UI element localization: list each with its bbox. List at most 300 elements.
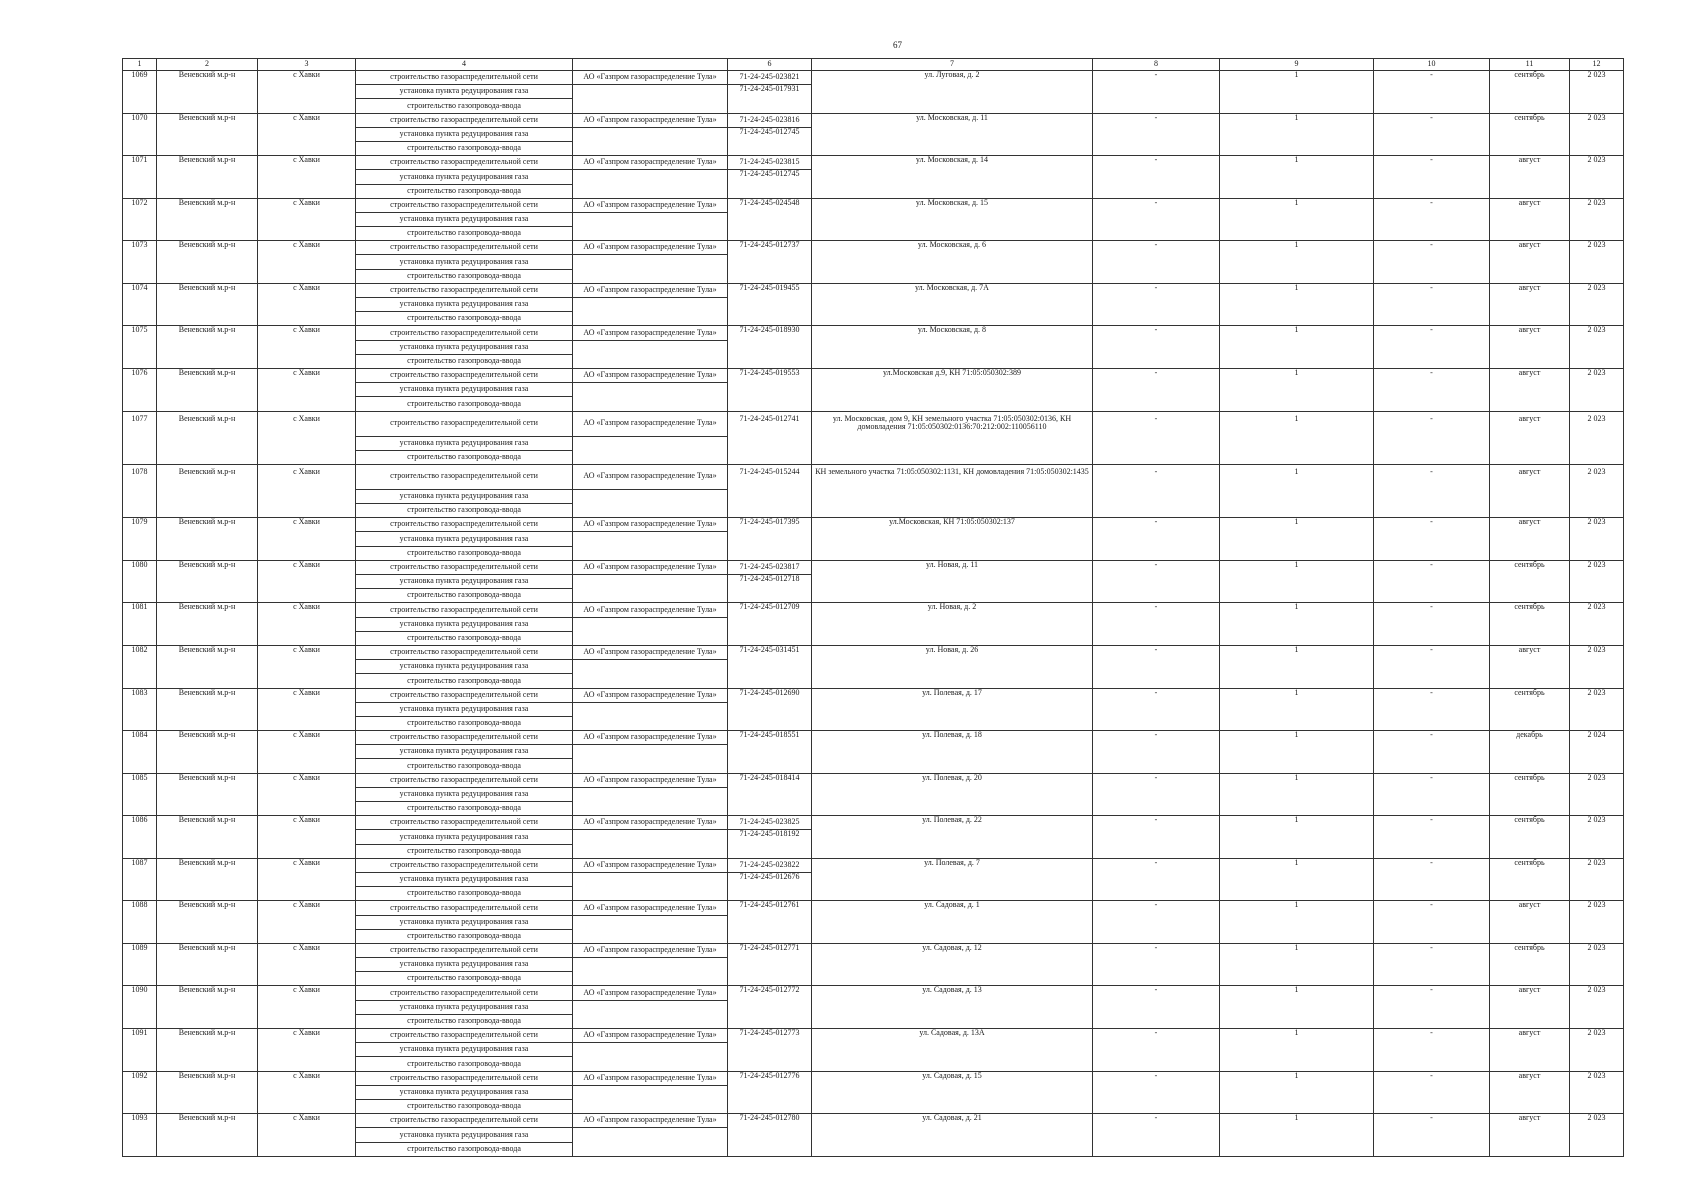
table-row: [123, 368, 1624, 382]
value-cell-c8: -: [1093, 283, 1220, 326]
value-cell-c9: 1: [1220, 560, 1374, 603]
object-code: 71-24-245-023815: [728, 156, 812, 170]
empty-cell: [573, 745, 728, 773]
district-cell: Веневский м.р-н: [157, 943, 258, 986]
work-type-cell: установка пункта редуцирования газа: [356, 660, 573, 674]
object-code: 71-24-245-015244: [728, 464, 812, 517]
empty-cell: [573, 383, 728, 411]
work-type-cell: строительство газораспределительной сети: [356, 858, 573, 872]
organization-cell: АО «Газпром газораспределение Тула»: [573, 156, 728, 170]
year-cell: 2 023: [1570, 198, 1624, 241]
address-cell: ул. Новая, д. 2: [812, 603, 1093, 646]
address-cell: ул. Московская, д. 14: [812, 156, 1093, 199]
empty-cell: [573, 212, 728, 240]
object-code: 71-24-245-012676: [728, 872, 812, 900]
month-cell: август: [1490, 283, 1570, 326]
header-cell: 11: [1490, 59, 1570, 71]
organization-cell: АО «Газпром газораспределение Тула»: [573, 71, 728, 85]
value-cell-c8: -: [1093, 1071, 1220, 1114]
table-row: [123, 518, 1624, 532]
organization-cell: АО «Газпром газораспределение Тула»: [573, 113, 728, 127]
year-cell: 2 023: [1570, 645, 1624, 688]
value-cell-c8: -: [1093, 688, 1220, 731]
header-cell: 6: [728, 59, 812, 71]
empty-cell: [573, 660, 728, 688]
month-cell: сентябрь: [1490, 943, 1570, 986]
value-cell-c9: 1: [1220, 326, 1374, 369]
object-code: 71-24-245-017395: [728, 518, 812, 561]
value-cell-c10: -: [1374, 1071, 1490, 1114]
value-cell-c8: -: [1093, 1029, 1220, 1072]
row-number: 1073: [123, 241, 157, 284]
value-cell-c9: 1: [1220, 688, 1374, 731]
district-cell: Веневский м.р-н: [157, 113, 258, 156]
district-cell: Веневский м.р-н: [157, 816, 258, 859]
row-number: 1076: [123, 368, 157, 411]
row-number: 1091: [123, 1029, 157, 1072]
empty-cell: [573, 1043, 728, 1071]
month-cell: август: [1490, 901, 1570, 944]
row-number: 1093: [123, 1114, 157, 1157]
table-row: [123, 198, 1624, 212]
address-cell: ул. Садовая, д. 21: [812, 1114, 1093, 1157]
table-row: [123, 560, 1624, 574]
year-cell: 2 023: [1570, 518, 1624, 561]
district-cell: Веневский м.р-н: [157, 411, 258, 464]
object-code: 71-24-245-012780: [728, 1114, 812, 1157]
value-cell-c10: -: [1374, 773, 1490, 816]
work-type-cell: строительство газопровода-ввода: [356, 1014, 573, 1028]
locality-cell: с Хавки: [258, 731, 356, 774]
address-cell: ул. Луговая, д. 2: [812, 71, 1093, 114]
work-type-cell: установка пункта редуцирования газа: [356, 1043, 573, 1057]
year-cell: 2 023: [1570, 943, 1624, 986]
table-row: [123, 645, 1624, 659]
address-cell: ул. Полевая, д. 20: [812, 773, 1093, 816]
locality-cell: с Хавки: [258, 411, 356, 464]
address-cell: ул. Московская, д. 11: [812, 113, 1093, 156]
value-cell-c9: 1: [1220, 156, 1374, 199]
table-row: [123, 816, 1624, 830]
district-cell: Веневский м.р-н: [157, 773, 258, 816]
object-code: 71-24-245-012690: [728, 688, 812, 731]
address-cell: ул.Московская, КН 71:05:050302:137: [812, 518, 1093, 561]
row-number: 1080: [123, 560, 157, 603]
work-type-cell: строительство газопровода-ввода: [356, 1099, 573, 1113]
object-code: 71-24-245-012741: [728, 411, 812, 464]
district-cell: Веневский м.р-н: [157, 688, 258, 731]
organization-cell: АО «Газпром газораспределение Тула»: [573, 1114, 728, 1128]
work-type-cell: установка пункта редуцирования газа: [356, 170, 573, 184]
row-number: 1083: [123, 688, 157, 731]
month-cell: август: [1490, 241, 1570, 284]
table-row: [123, 1029, 1624, 1043]
work-type-cell: установка пункта редуцирования газа: [356, 212, 573, 226]
value-cell-c8: -: [1093, 71, 1220, 114]
row-number: 1090: [123, 986, 157, 1029]
value-cell-c9: 1: [1220, 1029, 1374, 1072]
year-cell: 2 023: [1570, 1029, 1624, 1072]
object-code: 71-24-245-012718: [728, 575, 812, 603]
object-code: 71-24-245-018414: [728, 773, 812, 816]
organization-cell: АО «Газпром газораспределение Тула»: [573, 1029, 728, 1043]
table-row: [123, 326, 1624, 340]
work-type-cell: строительство газопровода-ввода: [356, 887, 573, 901]
month-cell: август: [1490, 1071, 1570, 1114]
object-code: 71-24-245-012776: [728, 1071, 812, 1114]
district-cell: Веневский м.р-н: [157, 518, 258, 561]
work-type-cell: строительство газораспределительной сети: [356, 518, 573, 532]
locality-cell: с Хавки: [258, 603, 356, 646]
table-row: [123, 464, 1624, 489]
work-type-cell: установка пункта редуцирования газа: [356, 787, 573, 801]
work-type-cell: установка пункта редуцирования газа: [356, 872, 573, 886]
work-type-cell: строительство газораспределительной сети: [356, 603, 573, 617]
work-type-cell: строительство газораспределительной сети: [356, 368, 573, 382]
empty-cell: [573, 830, 728, 858]
organization-cell: АО «Газпром газораспределение Тула»: [573, 241, 728, 255]
value-cell-c9: 1: [1220, 1071, 1374, 1114]
empty-cell: [573, 1000, 728, 1028]
locality-cell: с Хавки: [258, 773, 356, 816]
month-cell: август: [1490, 368, 1570, 411]
value-cell-c10: -: [1374, 943, 1490, 986]
month-cell: август: [1490, 1114, 1570, 1157]
object-code: 71-24-245-012709: [728, 603, 812, 646]
table-row: [123, 241, 1624, 255]
object-code: 71-24-245-023817: [728, 560, 812, 574]
district-cell: Веневский м.р-н: [157, 986, 258, 1029]
locality-cell: с Хавки: [258, 645, 356, 688]
row-number: 1075: [123, 326, 157, 369]
year-cell: 2 023: [1570, 283, 1624, 326]
row-number: 1078: [123, 464, 157, 517]
organization-cell: АО «Газпром газораспределение Тула»: [573, 411, 728, 436]
row-number: 1071: [123, 156, 157, 199]
object-code: 71-24-245-023816: [728, 113, 812, 127]
row-number: 1070: [123, 113, 157, 156]
empty-cell: [573, 617, 728, 645]
month-cell: сентябрь: [1490, 113, 1570, 156]
empty-cell: [573, 958, 728, 986]
value-cell-c10: -: [1374, 816, 1490, 859]
empty-cell: [573, 489, 728, 517]
value-cell-c10: -: [1374, 1029, 1490, 1072]
value-cell-c8: -: [1093, 411, 1220, 464]
work-type-cell: установка пункта редуцирования газа: [356, 127, 573, 141]
locality-cell: с Хавки: [258, 156, 356, 199]
work-type-cell: строительство газораспределительной сети: [356, 71, 573, 85]
month-cell: август: [1490, 464, 1570, 517]
work-type-cell: строительство газораспределительной сети: [356, 113, 573, 127]
work-type-cell: строительство газопровода-ввода: [356, 546, 573, 560]
empty-cell: [573, 702, 728, 730]
value-cell-c9: 1: [1220, 241, 1374, 284]
organization-cell: АО «Газпром газораспределение Тула»: [573, 368, 728, 382]
object-code: 71-24-245-023825: [728, 816, 812, 830]
locality-cell: с Хавки: [258, 326, 356, 369]
district-cell: Веневский м.р-н: [157, 241, 258, 284]
table-row: [123, 1114, 1624, 1128]
row-number: 1072: [123, 198, 157, 241]
value-cell-c10: -: [1374, 518, 1490, 561]
work-type-cell: строительство газораспределительной сети: [356, 326, 573, 340]
value-cell-c10: -: [1374, 156, 1490, 199]
work-type-cell: строительство газораспределительной сети: [356, 156, 573, 170]
district-cell: Веневский м.р-н: [157, 1071, 258, 1114]
work-type-cell: установка пункта редуцирования газа: [356, 255, 573, 269]
work-type-cell: строительство газопровода-ввода: [356, 844, 573, 858]
empty-cell: [573, 787, 728, 815]
month-cell: август: [1490, 156, 1570, 199]
locality-cell: с Хавки: [258, 464, 356, 517]
work-type-cell: строительство газораспределительной сети: [356, 773, 573, 787]
work-type-cell: установка пункта редуцирования газа: [356, 383, 573, 397]
data-table: [122, 58, 1624, 1157]
year-cell: 2 023: [1570, 858, 1624, 901]
table-row: [123, 1071, 1624, 1085]
month-cell: сентябрь: [1490, 560, 1570, 603]
value-cell-c8: -: [1093, 816, 1220, 859]
organization-cell: АО «Газпром газораспределение Тула»: [573, 645, 728, 659]
object-code: 71-24-245-012737: [728, 241, 812, 284]
value-cell-c10: -: [1374, 858, 1490, 901]
work-type-cell: строительство газопровода-ввода: [356, 227, 573, 241]
empty-cell: [573, 255, 728, 283]
object-code: 71-24-245-024548: [728, 198, 812, 241]
work-type-cell: установка пункта редуцирования газа: [356, 340, 573, 354]
locality-cell: с Хавки: [258, 901, 356, 944]
value-cell-c9: 1: [1220, 731, 1374, 774]
locality-cell: с Хавки: [258, 1114, 356, 1157]
organization-cell: АО «Газпром газораспределение Тула»: [573, 943, 728, 957]
value-cell-c9: 1: [1220, 858, 1374, 901]
locality-cell: с Хавки: [258, 688, 356, 731]
value-cell-c10: -: [1374, 603, 1490, 646]
year-cell: 2 023: [1570, 411, 1624, 464]
table-row: [123, 858, 1624, 872]
year-cell: 2 023: [1570, 816, 1624, 859]
district-cell: Веневский м.р-н: [157, 156, 258, 199]
table-row: [123, 113, 1624, 127]
table-row: [123, 901, 1624, 915]
object-code: 71-24-245-012771: [728, 943, 812, 986]
month-cell: август: [1490, 198, 1570, 241]
district-cell: Веневский м.р-н: [157, 603, 258, 646]
value-cell-c9: 1: [1220, 518, 1374, 561]
work-type-cell: установка пункта редуцирования газа: [356, 85, 573, 99]
year-cell: 2 023: [1570, 113, 1624, 156]
locality-cell: с Хавки: [258, 1071, 356, 1114]
value-cell-c10: -: [1374, 283, 1490, 326]
address-cell: ул. Полевая, д. 17: [812, 688, 1093, 731]
work-type-cell: строительство газопровода-ввода: [356, 802, 573, 816]
work-type-cell: строительство газопровода-ввода: [356, 759, 573, 773]
organization-cell: АО «Газпром газораспределение Тула»: [573, 326, 728, 340]
value-cell-c10: -: [1374, 411, 1490, 464]
month-cell: август: [1490, 645, 1570, 688]
header-cell: 12: [1570, 59, 1624, 71]
value-cell-c8: -: [1093, 198, 1220, 241]
object-code: 71-24-245-019553: [728, 368, 812, 411]
work-type-cell: строительство газопровода-ввода: [356, 504, 573, 518]
value-cell-c8: -: [1093, 518, 1220, 561]
value-cell-c8: -: [1093, 943, 1220, 986]
empty-cell: [573, 436, 728, 464]
locality-cell: с Хавки: [258, 113, 356, 156]
locality-cell: с Хавки: [258, 1029, 356, 1072]
value-cell-c9: 1: [1220, 71, 1374, 114]
district-cell: Веневский м.р-н: [157, 1114, 258, 1157]
header-cell: 9: [1220, 59, 1374, 71]
row-number: 1085: [123, 773, 157, 816]
value-cell-c8: -: [1093, 645, 1220, 688]
address-cell: ул. Новая, д. 11: [812, 560, 1093, 603]
value-cell-c10: -: [1374, 71, 1490, 114]
address-cell: ул. Садовая, д. 1: [812, 901, 1093, 944]
value-cell-c10: -: [1374, 326, 1490, 369]
district-cell: Веневский м.р-н: [157, 368, 258, 411]
work-type-cell: строительство газораспределительной сети: [356, 943, 573, 957]
work-type-cell: строительство газораспределительной сети: [356, 464, 573, 489]
year-cell: 2 023: [1570, 464, 1624, 517]
locality-cell: с Хавки: [258, 368, 356, 411]
month-cell: декабрь: [1490, 731, 1570, 774]
address-cell: ул. Новая, д. 26: [812, 645, 1093, 688]
month-cell: август: [1490, 518, 1570, 561]
table-row: [123, 688, 1624, 702]
header-cell: 7: [812, 59, 1093, 71]
value-cell-c9: 1: [1220, 943, 1374, 986]
value-cell-c9: 1: [1220, 464, 1374, 517]
work-type-cell: строительство газопровода-ввода: [356, 99, 573, 113]
object-code: 71-24-245-018192: [728, 830, 812, 858]
work-type-cell: строительство газопровода-ввода: [356, 589, 573, 603]
month-cell: сентябрь: [1490, 71, 1570, 114]
work-type-cell: строительство газопровода-ввода: [356, 184, 573, 198]
object-code: 71-24-245-023821: [728, 71, 812, 85]
object-code: 71-24-245-023822: [728, 858, 812, 872]
empty-cell: [573, 1085, 728, 1113]
object-code: 71-24-245-012745: [728, 170, 812, 198]
row-number: 1086: [123, 816, 157, 859]
value-cell-c9: 1: [1220, 816, 1374, 859]
work-type-cell: строительство газопровода-ввода: [356, 312, 573, 326]
value-cell-c10: -: [1374, 1114, 1490, 1157]
month-cell: август: [1490, 411, 1570, 464]
empty-cell: [573, 872, 728, 900]
work-type-cell: установка пункта редуцирования газа: [356, 489, 573, 503]
work-type-cell: установка пункта редуцирования газа: [356, 702, 573, 716]
address-cell: ул. Садовая, д. 13А: [812, 1029, 1093, 1072]
organization-cell: АО «Газпром газораспределение Тула»: [573, 283, 728, 297]
address-cell: ул.Московская д.9, КН 71:05:050302:389: [812, 368, 1093, 411]
value-cell-c9: 1: [1220, 198, 1374, 241]
year-cell: 2 023: [1570, 326, 1624, 369]
district-cell: Веневский м.р-н: [157, 71, 258, 114]
value-cell-c8: -: [1093, 368, 1220, 411]
object-code: 71-24-245-012772: [728, 986, 812, 1029]
locality-cell: с Хавки: [258, 943, 356, 986]
row-number: 1074: [123, 283, 157, 326]
district-cell: Веневский м.р-н: [157, 858, 258, 901]
work-type-cell: строительство газораспределительной сети: [356, 816, 573, 830]
organization-cell: АО «Газпром газораспределение Тула»: [573, 731, 728, 745]
work-type-cell: строительство газопровода-ввода: [356, 141, 573, 155]
value-cell-c9: 1: [1220, 368, 1374, 411]
address-cell: ул. Полевая, д. 22: [812, 816, 1093, 859]
value-cell-c8: -: [1093, 901, 1220, 944]
organization-cell: АО «Газпром газораспределение Тула»: [573, 858, 728, 872]
address-cell: ул. Садовая, д. 13: [812, 986, 1093, 1029]
header-cell: [573, 59, 728, 71]
value-cell-c8: -: [1093, 326, 1220, 369]
value-cell-c10: -: [1374, 901, 1490, 944]
value-cell-c10: -: [1374, 198, 1490, 241]
locality-cell: с Хавки: [258, 283, 356, 326]
empty-cell: [573, 340, 728, 368]
work-type-cell: установка пункта редуцирования газа: [356, 1000, 573, 1014]
work-type-cell: установка пункта редуцирования газа: [356, 532, 573, 546]
value-cell-c10: -: [1374, 688, 1490, 731]
row-number: 1077: [123, 411, 157, 464]
table-row: [123, 411, 1624, 436]
value-cell-c8: -: [1093, 731, 1220, 774]
district-cell: Веневский м.р-н: [157, 901, 258, 944]
value-cell-c10: -: [1374, 113, 1490, 156]
object-code: 71-24-245-018551: [728, 731, 812, 774]
month-cell: август: [1490, 1029, 1570, 1072]
value-cell-c9: 1: [1220, 1114, 1374, 1157]
district-cell: Веневский м.р-н: [157, 731, 258, 774]
organization-cell: АО «Газпром газораспределение Тула»: [573, 518, 728, 532]
work-type-cell: строительство газораспределительной сети: [356, 986, 573, 1000]
header-cell: 1: [123, 59, 157, 71]
value-cell-c9: 1: [1220, 645, 1374, 688]
month-cell: сентябрь: [1490, 773, 1570, 816]
month-cell: сентябрь: [1490, 816, 1570, 859]
district-cell: Веневский м.р-н: [157, 283, 258, 326]
row-number: 1092: [123, 1071, 157, 1114]
table-row: [123, 71, 1624, 85]
row-number: 1084: [123, 731, 157, 774]
work-type-cell: установка пункта редуцирования газа: [356, 745, 573, 759]
year-cell: 2 024: [1570, 731, 1624, 774]
value-cell-c9: 1: [1220, 986, 1374, 1029]
locality-cell: с Хавки: [258, 71, 356, 114]
district-cell: Веневский м.р-н: [157, 464, 258, 517]
organization-cell: АО «Газпром газораспределение Тула»: [573, 198, 728, 212]
object-code: 71-24-245-012773: [728, 1029, 812, 1072]
district-cell: Веневский м.р-н: [157, 645, 258, 688]
address-cell: ул. Московская, д. 7А: [812, 283, 1093, 326]
year-cell: 2 023: [1570, 603, 1624, 646]
organization-cell: АО «Газпром газораспределение Тула»: [573, 464, 728, 489]
work-type-cell: строительство газораспределительной сети: [356, 1114, 573, 1128]
organization-cell: АО «Газпром газораспределение Тула»: [573, 901, 728, 915]
empty-cell: [573, 915, 728, 943]
table-row: [123, 943, 1624, 957]
work-type-cell: строительство газораспределительной сети: [356, 901, 573, 915]
value-cell-c8: -: [1093, 241, 1220, 284]
work-type-cell: установка пункта редуцирования газа: [356, 1085, 573, 1099]
empty-cell: [573, 575, 728, 603]
value-cell-c9: 1: [1220, 603, 1374, 646]
row-number: 1082: [123, 645, 157, 688]
organization-cell: АО «Газпром газораспределение Тула»: [573, 1071, 728, 1085]
organization-cell: АО «Газпром газораспределение Тула»: [573, 560, 728, 574]
object-code: 71-24-245-031451: [728, 645, 812, 688]
